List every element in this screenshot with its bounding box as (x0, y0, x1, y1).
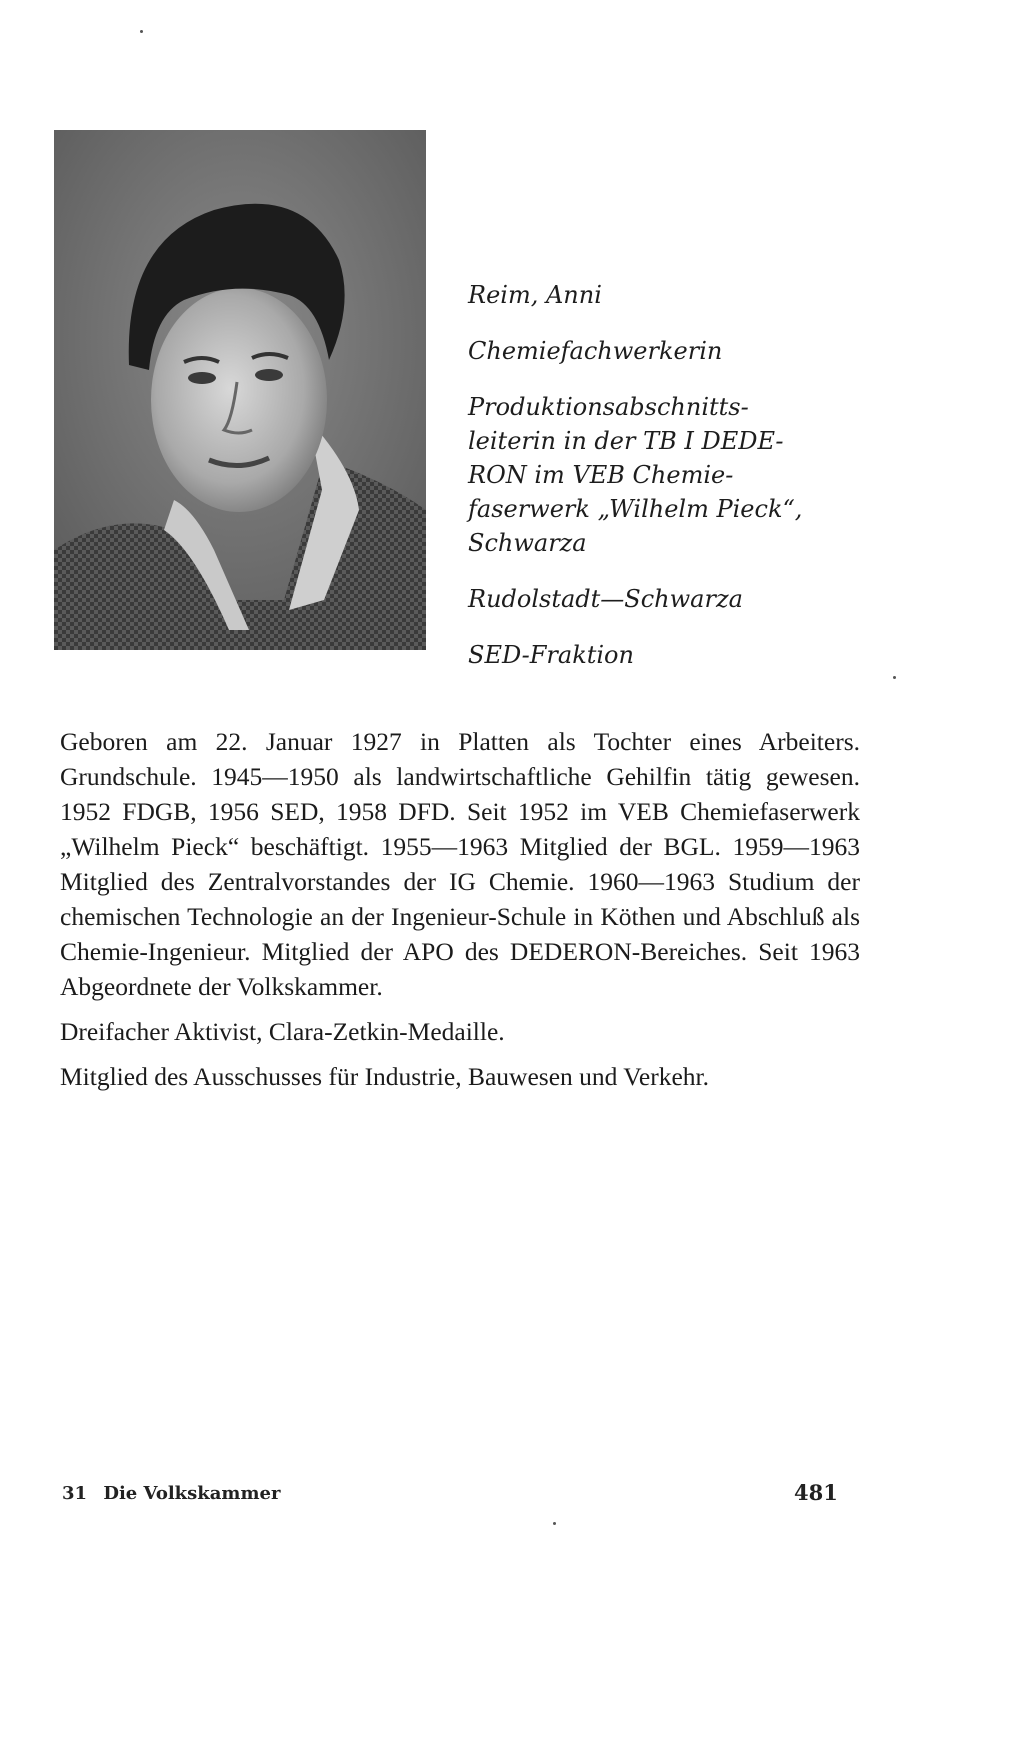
signature-number: 31 (62, 1483, 88, 1504)
print-speck (893, 676, 896, 679)
page-number: 481 (794, 1480, 838, 1505)
portrait-illustration (54, 130, 426, 650)
entry-faction: SED-Fraktion (468, 641, 634, 669)
biography-paragraph: Geboren am 22. Januar 1927 in Platten als Tochter eines Arbeiters. Grundschule. 1945—1950 als landwirtschaftliche Gehilfin tätig gewesen. 1952 FDGB, 1956 SED, 1958 DFD. Seit 1952 im VEB Chemiefaserwerk „Wilhelm Pieck“ beschäftigt. 1955—1963 Mitglied der BGL. 1959—1963 Mitglied des Zentralvorstandes der IG Chemie. 1960—1963 Studium der chemischen Technologie an der Ingenieur-Schule in Köthen und Abschluß als Chemie-Ingenieur. Mitglied der APO des DEDERON-Bereiches. Seit 1963 Abgeordnete der Volkskammer. (60, 727, 860, 1001)
print-speck (553, 1522, 556, 1525)
biography (60, 724, 860, 1104)
entry-name: Reim, Anni (468, 281, 602, 309)
print-speck (140, 30, 143, 33)
portrait-photo (54, 130, 426, 650)
entry-position: Produktionsabschnitts- leiterin in der TB I DEDE- RON im VEB Chemie- faserwerk „Wilhelm Pieck“, Schwarza (468, 393, 803, 557)
signature-title: Die Volkskammer (103, 1483, 281, 1504)
entry-constituency: Rudolstadt—Schwarza (468, 585, 743, 613)
entry-profession: Chemiefachwerkerin (468, 337, 723, 365)
entry-header (468, 278, 858, 694)
biography-paragraph: Dreifacher Aktivist, Clara-Zetkin-Medaille. (60, 1017, 505, 1046)
signature-line (62, 1483, 280, 1504)
biography-paragraph: Mitglied des Ausschusses für Industrie, Bauwesen und Verkehr. (60, 1062, 709, 1091)
